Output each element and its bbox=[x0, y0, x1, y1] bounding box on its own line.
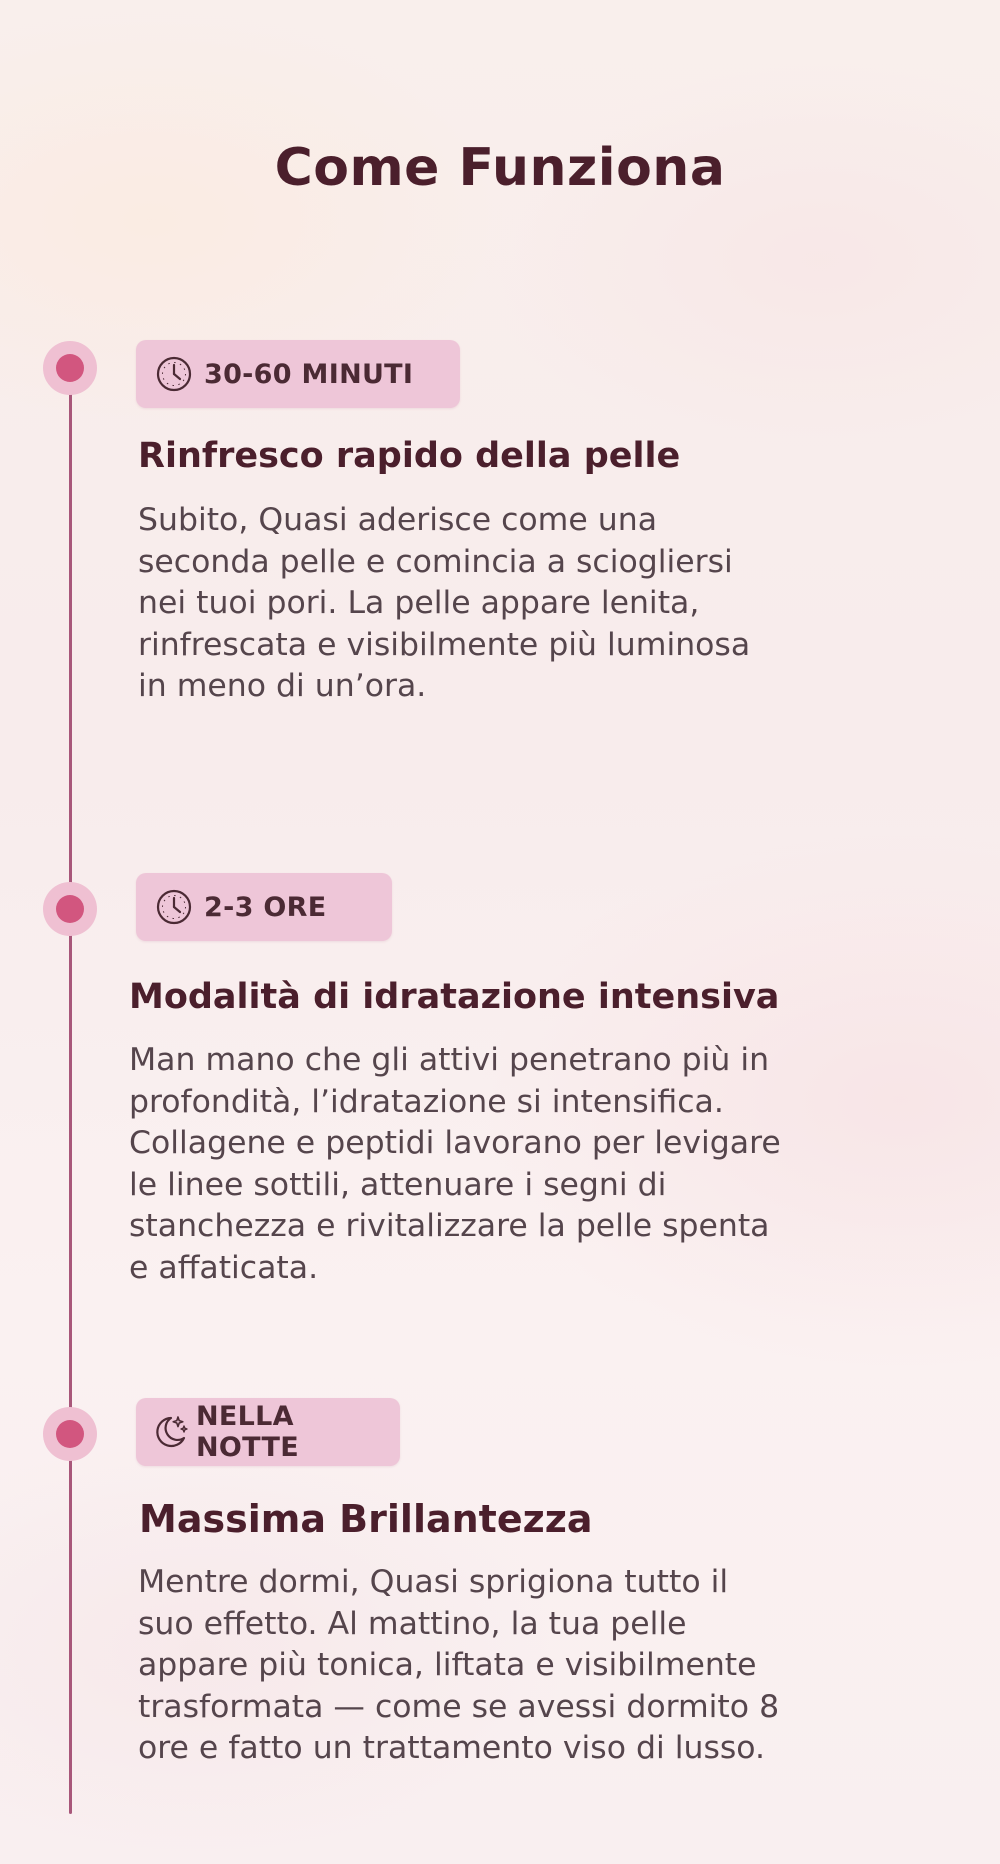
step-description: Mentre dormi, Quasi sprigiona tutto il suo effetto. Al mattino, la tua pelle appare più tonica, liftata e visibilmente trasformata — come se avessi dormito 8 ore e fatto un trattamento viso di lusso. bbox=[138, 1564, 780, 1766]
step-title: Massima Brillantezza bbox=[139, 1497, 593, 1541]
time-badge-label: 30-60 MINUTI bbox=[204, 358, 414, 390]
clock-icon bbox=[154, 354, 194, 394]
time-badge-label: NELLA NOTTE bbox=[196, 1401, 299, 1463]
page-title: Come Funziona bbox=[274, 138, 726, 198]
moon-stars-icon bbox=[150, 1412, 190, 1452]
step-title: Rinfresco rapido della pelle bbox=[138, 436, 681, 476]
step-description: Subito, Quasi aderisce come una seconda pelle e comincia a sciogliersi nei tuoi pori. La pelle appare lenita, rinfrescata e visibilmente più luminosa in meno di un’ora. bbox=[138, 502, 751, 704]
time-badge-3 bbox=[136, 1398, 400, 1466]
clock-icon bbox=[154, 887, 194, 927]
timeline-dot-1 bbox=[43, 341, 97, 395]
timeline-line bbox=[69, 368, 72, 1814]
step-description: Man mano che gli attivi penetrano più in profondità, l’idratazione si intensifica. Collagene e peptidi lavorano per levigare le linee sottili, attenuare i segni di stanchezza e rivitalizzare la pelle spenta e affaticata. bbox=[129, 1042, 781, 1286]
timeline-dot-3 bbox=[43, 1407, 97, 1461]
timeline-dot-2 bbox=[43, 882, 97, 936]
step-title: Modalità di idratazione intensiva bbox=[129, 977, 780, 1017]
time-badge-label: 2-3 ORE bbox=[204, 891, 327, 923]
time-badge-1 bbox=[136, 340, 460, 408]
time-badge-2 bbox=[136, 873, 392, 941]
